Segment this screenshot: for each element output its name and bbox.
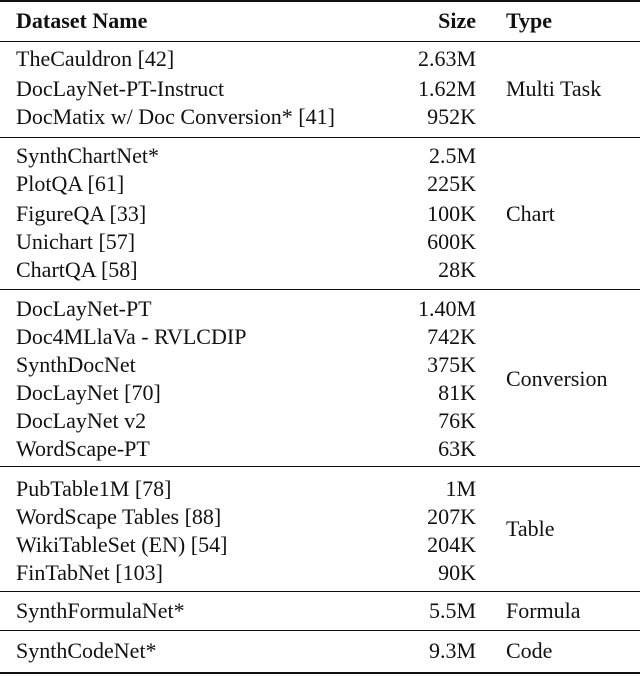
header-size: Size — [438, 8, 476, 33]
dataset-size: 63K — [438, 436, 476, 461]
dataset-name: DocLayNet-PT-Instruct — [16, 76, 225, 101]
header-rule — [0, 41, 640, 42]
dataset-size: 742K — [427, 324, 476, 349]
group-type-label: Formula — [506, 598, 581, 623]
group-divider — [0, 630, 640, 631]
dataset-size: 204K — [427, 532, 476, 557]
group-conversion — [0, 296, 640, 461]
dataset-size: 28K — [438, 257, 476, 282]
dataset-size: 1M — [445, 476, 476, 501]
dataset-size: 375K — [427, 352, 476, 377]
dataset-size: 207K — [427, 504, 476, 529]
dataset-size: 81K — [438, 380, 476, 405]
dataset-name: FigureQA [33] — [16, 201, 147, 226]
dataset-name: Doc4MLlaVa - RVLCDIP — [16, 324, 247, 349]
dataset-name: Unichart [57] — [16, 229, 136, 254]
group-type-label: Code — [506, 638, 553, 663]
dataset-size: 952K — [427, 104, 476, 129]
group-chart — [0, 143, 640, 288]
dataset-size: 225K — [427, 171, 476, 196]
dataset-size: 2.63M — [417, 46, 476, 71]
table-row — [0, 408, 640, 433]
dataset-name: SynthFormulaNet* — [16, 598, 185, 623]
dataset-size: 1.40M — [417, 296, 476, 321]
table-row — [0, 229, 640, 254]
group-type-label: Chart — [506, 201, 555, 226]
dataset-name: DocLayNet v2 — [16, 408, 147, 433]
group-table — [0, 476, 640, 586]
group-type-label: Table — [506, 516, 555, 541]
table-row — [0, 46, 640, 71]
group-formula — [0, 598, 640, 626]
group-divider — [0, 137, 640, 138]
dataset-name: SynthChartNet* — [16, 143, 159, 168]
dataset-name: DocMatix w/ Doc Conversion* [41] — [16, 104, 335, 129]
group-divider — [0, 466, 640, 467]
dataset-size: 9.3M — [428, 638, 476, 663]
dataset-name: PubTable1M [78] — [16, 476, 172, 501]
dataset-name: DocLayNet-PT — [16, 296, 152, 321]
dataset-name: WordScape Tables [88] — [16, 504, 222, 529]
dataset-size: 5.5M — [428, 598, 476, 623]
dataset-name: DocLayNet [70] — [16, 380, 161, 405]
group-type-label: Conversion — [506, 366, 608, 391]
dataset-name: TheCauldron [42] — [16, 46, 175, 71]
table-header — [0, 2, 640, 40]
table-row — [0, 436, 640, 461]
table-row — [0, 476, 640, 501]
table-row — [0, 171, 640, 196]
dataset-size: 100K — [427, 201, 476, 226]
table-row — [0, 560, 640, 585]
dataset-size: 600K — [427, 229, 476, 254]
dataset-name: WikiTableSet (EN) [54] — [16, 532, 228, 557]
dataset-name: WordScape-PT — [16, 436, 150, 461]
header-dataset-name: Dataset Name — [16, 8, 148, 33]
table-row — [0, 104, 640, 129]
group-multi-task — [0, 46, 640, 131]
group-code — [0, 638, 640, 666]
group-type-label: Multi Task — [506, 76, 602, 101]
header-type: Type — [506, 8, 553, 33]
group-divider — [0, 289, 640, 290]
dataset-name: PlotQA [61] — [16, 171, 125, 196]
table-row — [0, 257, 640, 282]
dataset-name: SynthCodeNet* — [16, 638, 157, 663]
dataset-name: ChartQA [58] — [16, 257, 138, 282]
dataset-name: SynthDocNet — [16, 352, 136, 377]
dataset-size: 90K — [438, 560, 476, 585]
bottom-rule — [0, 672, 640, 674]
table-row — [0, 296, 640, 321]
table-row — [0, 324, 640, 349]
dataset-name: FinTabNet [103] — [16, 560, 163, 585]
group-divider — [0, 591, 640, 592]
dataset-size: 2.5M — [428, 143, 476, 168]
dataset-size: 1.62M — [417, 76, 476, 101]
table-row — [0, 143, 640, 168]
dataset-size: 76K — [438, 408, 476, 433]
